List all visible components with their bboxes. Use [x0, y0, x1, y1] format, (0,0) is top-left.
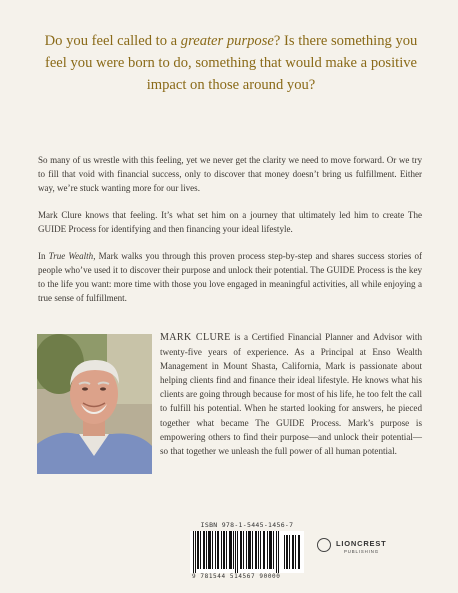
publisher-logo — [317, 536, 397, 560]
headline-text-continued: ? Is there something you feel you were born to do, something that would make a positive impact on those around you? — [44, 33, 418, 93]
headline — [40, 30, 422, 96]
author-photo — [37, 334, 152, 474]
clure-paragraph: Mark Clure knows that feeling. It’s what set him on a journey that ultimately led him to create The GUIDE Process for identifying and then financing your ideal lifestyle. — [38, 210, 422, 234]
barcode-number: 9 781544 514567 — [192, 573, 256, 580]
book-title: True Wealth — [48, 251, 94, 261]
publisher-sub: PUBLISHING — [344, 549, 380, 554]
barcode-addon: 90000 — [259, 573, 281, 580]
lion-logo-icon — [317, 538, 331, 552]
intro-paragraph: So many of us wrestle with this feeling, yet we never get the clarity we need to move forward. Or we try to fill that void with financial success, only to discover that money doesn’t bring us fulfillment. Either way, we’re stuck wanting more for our lives. — [38, 155, 422, 193]
author-bio — [160, 330, 422, 458]
author-name: MARK CLURE — [160, 332, 231, 343]
headline-emphasis: greater purpose — [180, 33, 274, 49]
author-bio-text: is a Certified Financial Planner and Advisor with twenty-five years of experience. As a Principal at Enso Wealth Management in Mount Shasta, California, Mark is passionate about helping clients find and finance their ideal lifestyle. He knows what his clients are going through because for most of his life, he too felt the call to fulfill his potential. When he started looking for answers, he pieced together what became The GUIDE Process. Mark’s purpose is empowering others to find their purpose—and unlock their potential—so that together we unleash the full power of all human potential. — [160, 332, 422, 456]
barcode-digits — [190, 573, 304, 581]
book-paragraph-rest: , Mark walks you through this proven process step-by-step and shares success stories of people who’ve used it to discover their purpose and unlock their potential. The GUIDE Process is the key to the life you want: more time with those you love engaged in meaningful activities, all while enjoying a true sense of fulfillment. — [38, 251, 422, 303]
barcode — [190, 521, 304, 583]
book-paragraph — [38, 249, 422, 305]
book-paragraph-lead: In — [38, 251, 49, 261]
barcode-bars — [190, 531, 304, 573]
headline-text: Do you feel called to a — [44, 33, 181, 49]
publisher-name: LIONCREST — [336, 539, 387, 548]
isbn-label: ISBN 978-1-5445-1456-7 — [200, 521, 294, 529]
